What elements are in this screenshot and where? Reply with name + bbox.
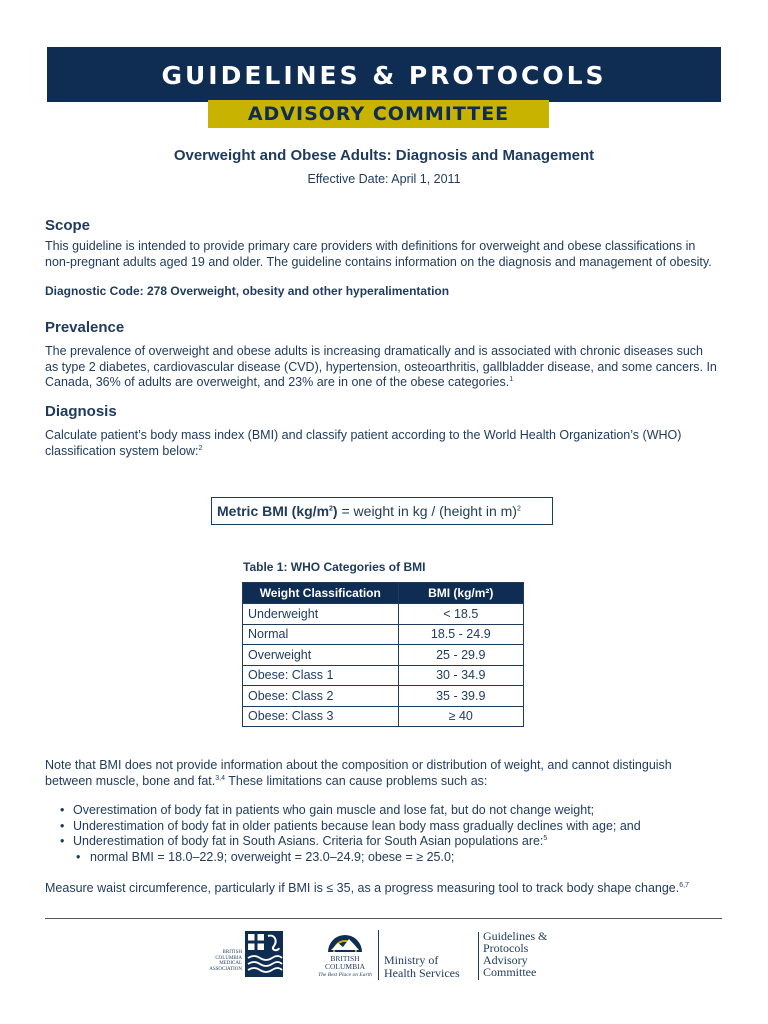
diagnosis-heading: Diagnosis — [45, 403, 117, 420]
gpac-line: Advisory — [483, 953, 528, 967]
diagnosis-line-text: classification system below: — [45, 443, 199, 458]
header-subbanner: ADVISORY COMMITTEE — [208, 100, 549, 128]
footer-divider — [45, 918, 722, 919]
scope-text-line: This guideline is intended to provide primary care providers with definitions for overweight and obese classifications in — [45, 239, 696, 253]
bmi-formula-box — [211, 497, 553, 525]
reference-superscript: 6,7 — [679, 881, 689, 889]
prevalence-line: as type 2 diabetes, cardiovascular disease (CVD), hypertension, osteoarthritis, gallbladder disease, and some cancers. In — [45, 359, 717, 374]
list-item — [58, 803, 641, 819]
table-row — [243, 645, 524, 666]
gpac-wordmark — [483, 930, 547, 978]
formula-label — [217, 503, 338, 519]
list-item — [58, 819, 641, 835]
table-row — [243, 665, 524, 686]
note-text — [45, 758, 735, 789]
gpac-line: Protocols — [483, 941, 529, 955]
bcma-logo-icon — [244, 930, 284, 978]
limitations-list — [58, 803, 641, 865]
diagnosis-line: Calculate patient’s body mass index (BMI) and classify patient according to the World Health Organization’s (WHO) — [45, 428, 682, 442]
formula-label-sup: 2 — [329, 505, 333, 513]
table-header-row — [243, 583, 524, 604]
table-cell: ≥ 40 — [398, 706, 523, 727]
scope-text — [45, 239, 735, 270]
bullet-icon: • — [60, 803, 65, 817]
note-line-end: These limitations can cause problems such as: — [225, 773, 488, 788]
scope-text-line: non-pregnant adults aged 19 and older. The guideline contains information on the diagnosis and management of obesity. — [45, 254, 712, 269]
table-row — [243, 686, 524, 707]
table-header-cell: BMI (kg/m²) — [398, 583, 523, 604]
ministry-wordmark — [384, 954, 460, 980]
note-line — [45, 774, 735, 790]
formula-rest-sup: 2 — [516, 505, 521, 513]
diagnostic-code: Diagnostic Code: 278 Overweight, obesity and other hyperalimentation — [45, 284, 450, 298]
table-cell: 30 - 34.9 — [398, 665, 523, 686]
table-cell: 35 - 39.9 — [398, 686, 523, 707]
diagnosis-line — [45, 444, 735, 460]
bullet-icon: • — [60, 818, 65, 833]
bcma-line: MEDICAL — [219, 961, 242, 966]
bc-wordmark — [316, 955, 374, 979]
waist-text-body: Measure waist circumference, particularly if BMI is ≤ 35, as a progress measuring tool to track body shape change. — [45, 881, 680, 895]
bcma-wordmark — [208, 950, 242, 972]
header-banner: GUIDELINES & PROTOCOLS — [47, 47, 721, 102]
table-cell: Normal — [243, 624, 399, 645]
bc-tagline: The Best Place on Earth — [318, 972, 372, 978]
list-item-text: Underestimation of body fat in South Asians. Criteria for South Asian populations are: — [73, 834, 544, 848]
table-cell: 25 - 29.9 — [398, 645, 523, 666]
table-cell: Obese: Class 3 — [243, 706, 399, 727]
list-item-text: Overestimation of body fat in patients who gain muscle and lose fat, but do not change weight; — [73, 803, 595, 817]
prevalence-heading: Prevalence — [45, 319, 125, 336]
table-cell: Obese: Class 1 — [243, 665, 399, 686]
prevalence-text — [45, 344, 735, 391]
table-cell: Obese: Class 2 — [243, 686, 399, 707]
formula-label-end: ) — [332, 503, 338, 519]
table-row — [243, 706, 524, 727]
formula-rest: = weight in kg / (height in m) — [337, 503, 517, 519]
who-bmi-table — [242, 582, 524, 727]
footer-logo-separator — [378, 930, 379, 980]
prevalence-line: The prevalence of overweight and obese adults is increasing dramatically and is associated with chronic diseases such — [45, 344, 703, 358]
note-line: Note that BMI does not provide information about the composition or distribution of weight, and cannot distinguish — [45, 758, 672, 772]
sub-list-item-text: normal BMI = 18.0–22.9; overweight = 23.0–24.9; obese = ≥ 25.0; — [90, 849, 455, 864]
reference-superscript: 1 — [509, 375, 514, 383]
table-cell: < 18.5 — [398, 604, 523, 625]
bullet-icon: • — [60, 834, 65, 848]
page-title: Overweight and Obese Adults: Diagnosis and Management — [173, 147, 595, 164]
table-header-cell: Weight Classification — [243, 583, 399, 604]
reference-superscript: 5 — [543, 834, 548, 842]
table-cell: 18.5 - 24.9 — [398, 624, 523, 645]
table-row — [243, 624, 524, 645]
bc-sun-logo-icon — [326, 930, 364, 954]
table-cell: Overweight — [243, 645, 399, 666]
prevalence-line — [45, 375, 735, 391]
table-row — [243, 604, 524, 625]
bcma-line: COLUMBIA — [215, 955, 242, 961]
bcma-line: BRITISH — [222, 950, 242, 955]
formula-label-text: Metric BMI (kg/m — [217, 503, 330, 519]
note-line-text: between muscle, bone and fat. — [45, 773, 216, 788]
effective-date: Effective Date: April 1, 2011 — [307, 172, 461, 186]
table-cell: Underweight — [243, 604, 399, 625]
list-item — [58, 834, 641, 850]
table-caption: Table 1: WHO Categories of BMI — [243, 560, 426, 574]
sub-list-item — [58, 850, 641, 866]
list-item-text: Underestimation of body fat in older patients because lean body mass gradually declines with age; and — [73, 818, 641, 833]
scope-heading: Scope — [45, 217, 91, 234]
prevalence-line-text: Canada, 36% of adults are overweight, and 23% are in one of the obese categories. — [45, 375, 510, 389]
bullet-icon: • — [76, 849, 81, 864]
gpac-line: Guidelines & — [483, 929, 548, 943]
gpac-separator — [478, 932, 479, 980]
bc-name-line: BRITISH — [330, 954, 360, 963]
ministry-line: Ministry of — [384, 953, 439, 967]
gpac-line: Committee — [483, 965, 537, 979]
bcma-line: ASSOCIATION — [209, 966, 242, 972]
bc-name-line: COLUMBIA — [324, 962, 365, 971]
reference-superscript: 2 — [198, 444, 203, 452]
diagnosis-text — [45, 428, 735, 459]
ministry-line: Health Services — [384, 966, 460, 980]
reference-superscript: 3,4 — [215, 774, 225, 782]
waist-text — [45, 881, 735, 897]
